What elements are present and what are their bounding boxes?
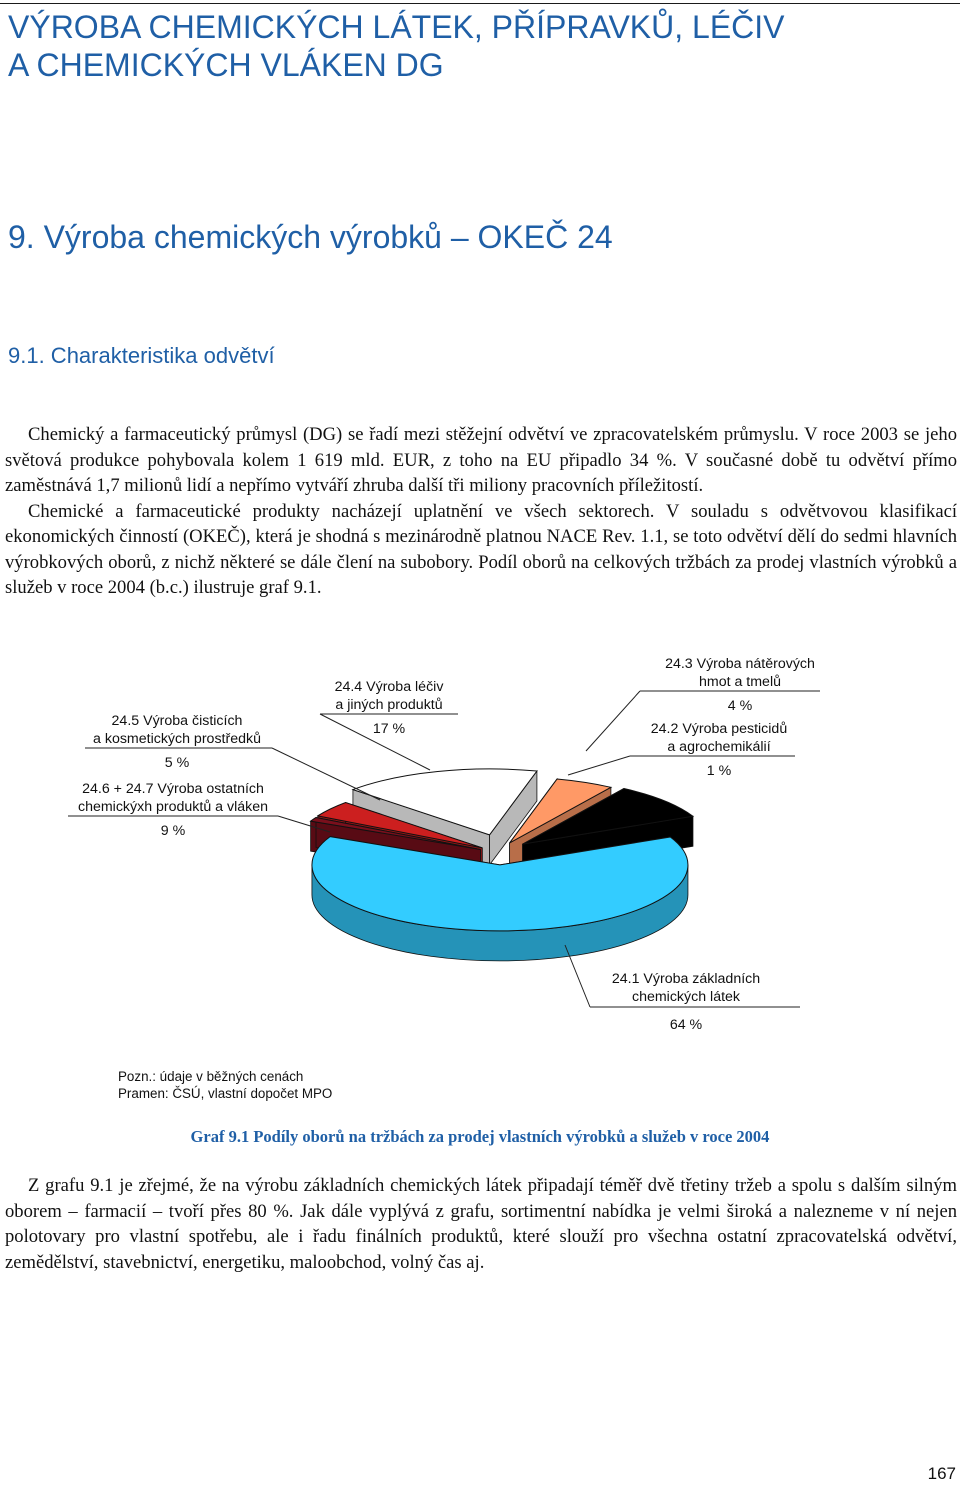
slice-label-1 xyxy=(565,945,800,1033)
intro-paragraph-2: Chemické a farmaceutické produkty nacházejí uplatnění ve všech sektorech. V souladu s odvětvovou klasifikací ekonomických činností (OKEČ), která je shodná s mezinárodně platnou NACE Rev. 1.1, se toto odvětví dělí do sedmi hlavních výrobkových oborů, z nichž některé se dále člení na subobory. Podíl oborů na celkových tržbách za prodej vlastních výrobků a služeb v roce 2004 (b.c.) ilustruje graf 9.1. xyxy=(5,500,957,598)
chapter-title: 9. Výroba chemických výrobků – OKEČ 24 xyxy=(8,219,613,255)
slice-label-line2: a agrochemikálií xyxy=(667,739,771,755)
note-line-1: Pozn.: údaje v běžných cenách xyxy=(118,1069,304,1084)
section-title xyxy=(8,8,938,84)
label-leader-line xyxy=(568,756,630,775)
slice-value-label: 17 % xyxy=(372,721,406,737)
slice-label-line2: chemických látek xyxy=(631,989,741,1005)
chart-caption: Graf 9.1 Podíly oborů na tržbách za prodej vlastních výrobků a služeb v roce 2004 xyxy=(190,1127,770,1146)
pie-layer xyxy=(311,769,693,961)
label-leader-line xyxy=(586,691,640,751)
slice-label-line1: 24.3 Výroba nátěrových xyxy=(665,656,815,672)
slice-value-label: 4 % xyxy=(727,698,753,714)
outro-paragraph-1: Z grafu 9.1 je zřejmé, že na výrobu základních chemických látek připadají téměř dvě třetiny tržeb a spolu s dalším silným oborem – farmacií – tvoří přes 80 %. Jak dále vyplývá z grafu, sortimentní nabídka je velmi široká a nalezneme v ní nejen polotovary pro vlastní spotřebu, ale i řadu finálních produktů, které slouží pro všechna ostatní zpracovatelská odvětví, zemědělství, stavebnictví, energetiku, maloobchod, volný čas aj. xyxy=(5,1175,957,1273)
slice-label-line2: a kosmetických prostředků xyxy=(93,731,261,747)
header-rule xyxy=(0,3,960,4)
pie-chart xyxy=(0,640,960,1060)
slice-label-line1: 24.2 Výroba pesticidů xyxy=(650,721,788,737)
subchapter-title: 9.1. Charakteristika odvětví xyxy=(8,343,275,368)
slice-label-line1: 24.4 Výroba léčiv xyxy=(334,679,444,695)
slice-label-line1: 24.6 + 24.7 Výroba ostatních xyxy=(82,781,264,797)
chart-note xyxy=(118,1068,332,1102)
slice-label-6 xyxy=(68,781,330,839)
slice-value-label: 64 % xyxy=(669,1017,703,1033)
section-title-line2: A CHEMICKÝCH VLÁKEN DG xyxy=(8,47,444,83)
pie-slice-1 xyxy=(312,837,688,961)
slice-label-4 xyxy=(320,679,458,770)
page-number: 167 xyxy=(927,1464,956,1483)
intro-paragraph-1: Chemický a farmaceutický průmysl (DG) se řadí mezi stěžejní odvětví ve zpracovatelském průmyslu. V roce 2003 se jeho světová produkce pohybovala kolem 1 619 mld. EUR, z toho na EU připadlo 34 %. V současné době tu odvětví přímo zaměstnává 1,7 milionů lidí a nepřímo vytváří zhruba další tři miliony pracovních příležitostí. xyxy=(5,424,957,496)
slice-label-line2: chemickýxh produktů a vláken xyxy=(77,799,269,815)
slice-label-2 xyxy=(568,721,795,779)
slice-label-line1: 24.1 Výroba základních xyxy=(611,971,761,987)
slice-value-label: 1 % xyxy=(706,763,732,779)
slice-label-line2: hmot a tmelů xyxy=(698,674,782,690)
slice-value-label: 9 % xyxy=(160,823,186,839)
slice-label-line2: a jiných produktů xyxy=(335,697,443,713)
outro-text xyxy=(5,1173,957,1275)
slice-value-label: 5 % xyxy=(164,755,190,771)
section-title-line1: VÝROBA CHEMICKÝCH LÁTEK, PŘÍPRAVKŮ, LÉČIV xyxy=(8,9,785,45)
note-line-2: Pramen: ČSÚ, vlastní dopočet MPO xyxy=(118,1086,333,1101)
label-leader-line xyxy=(272,748,380,800)
intro-text xyxy=(5,422,957,601)
slice-label-line1: 24.5 Výroba čisticích xyxy=(111,713,243,729)
